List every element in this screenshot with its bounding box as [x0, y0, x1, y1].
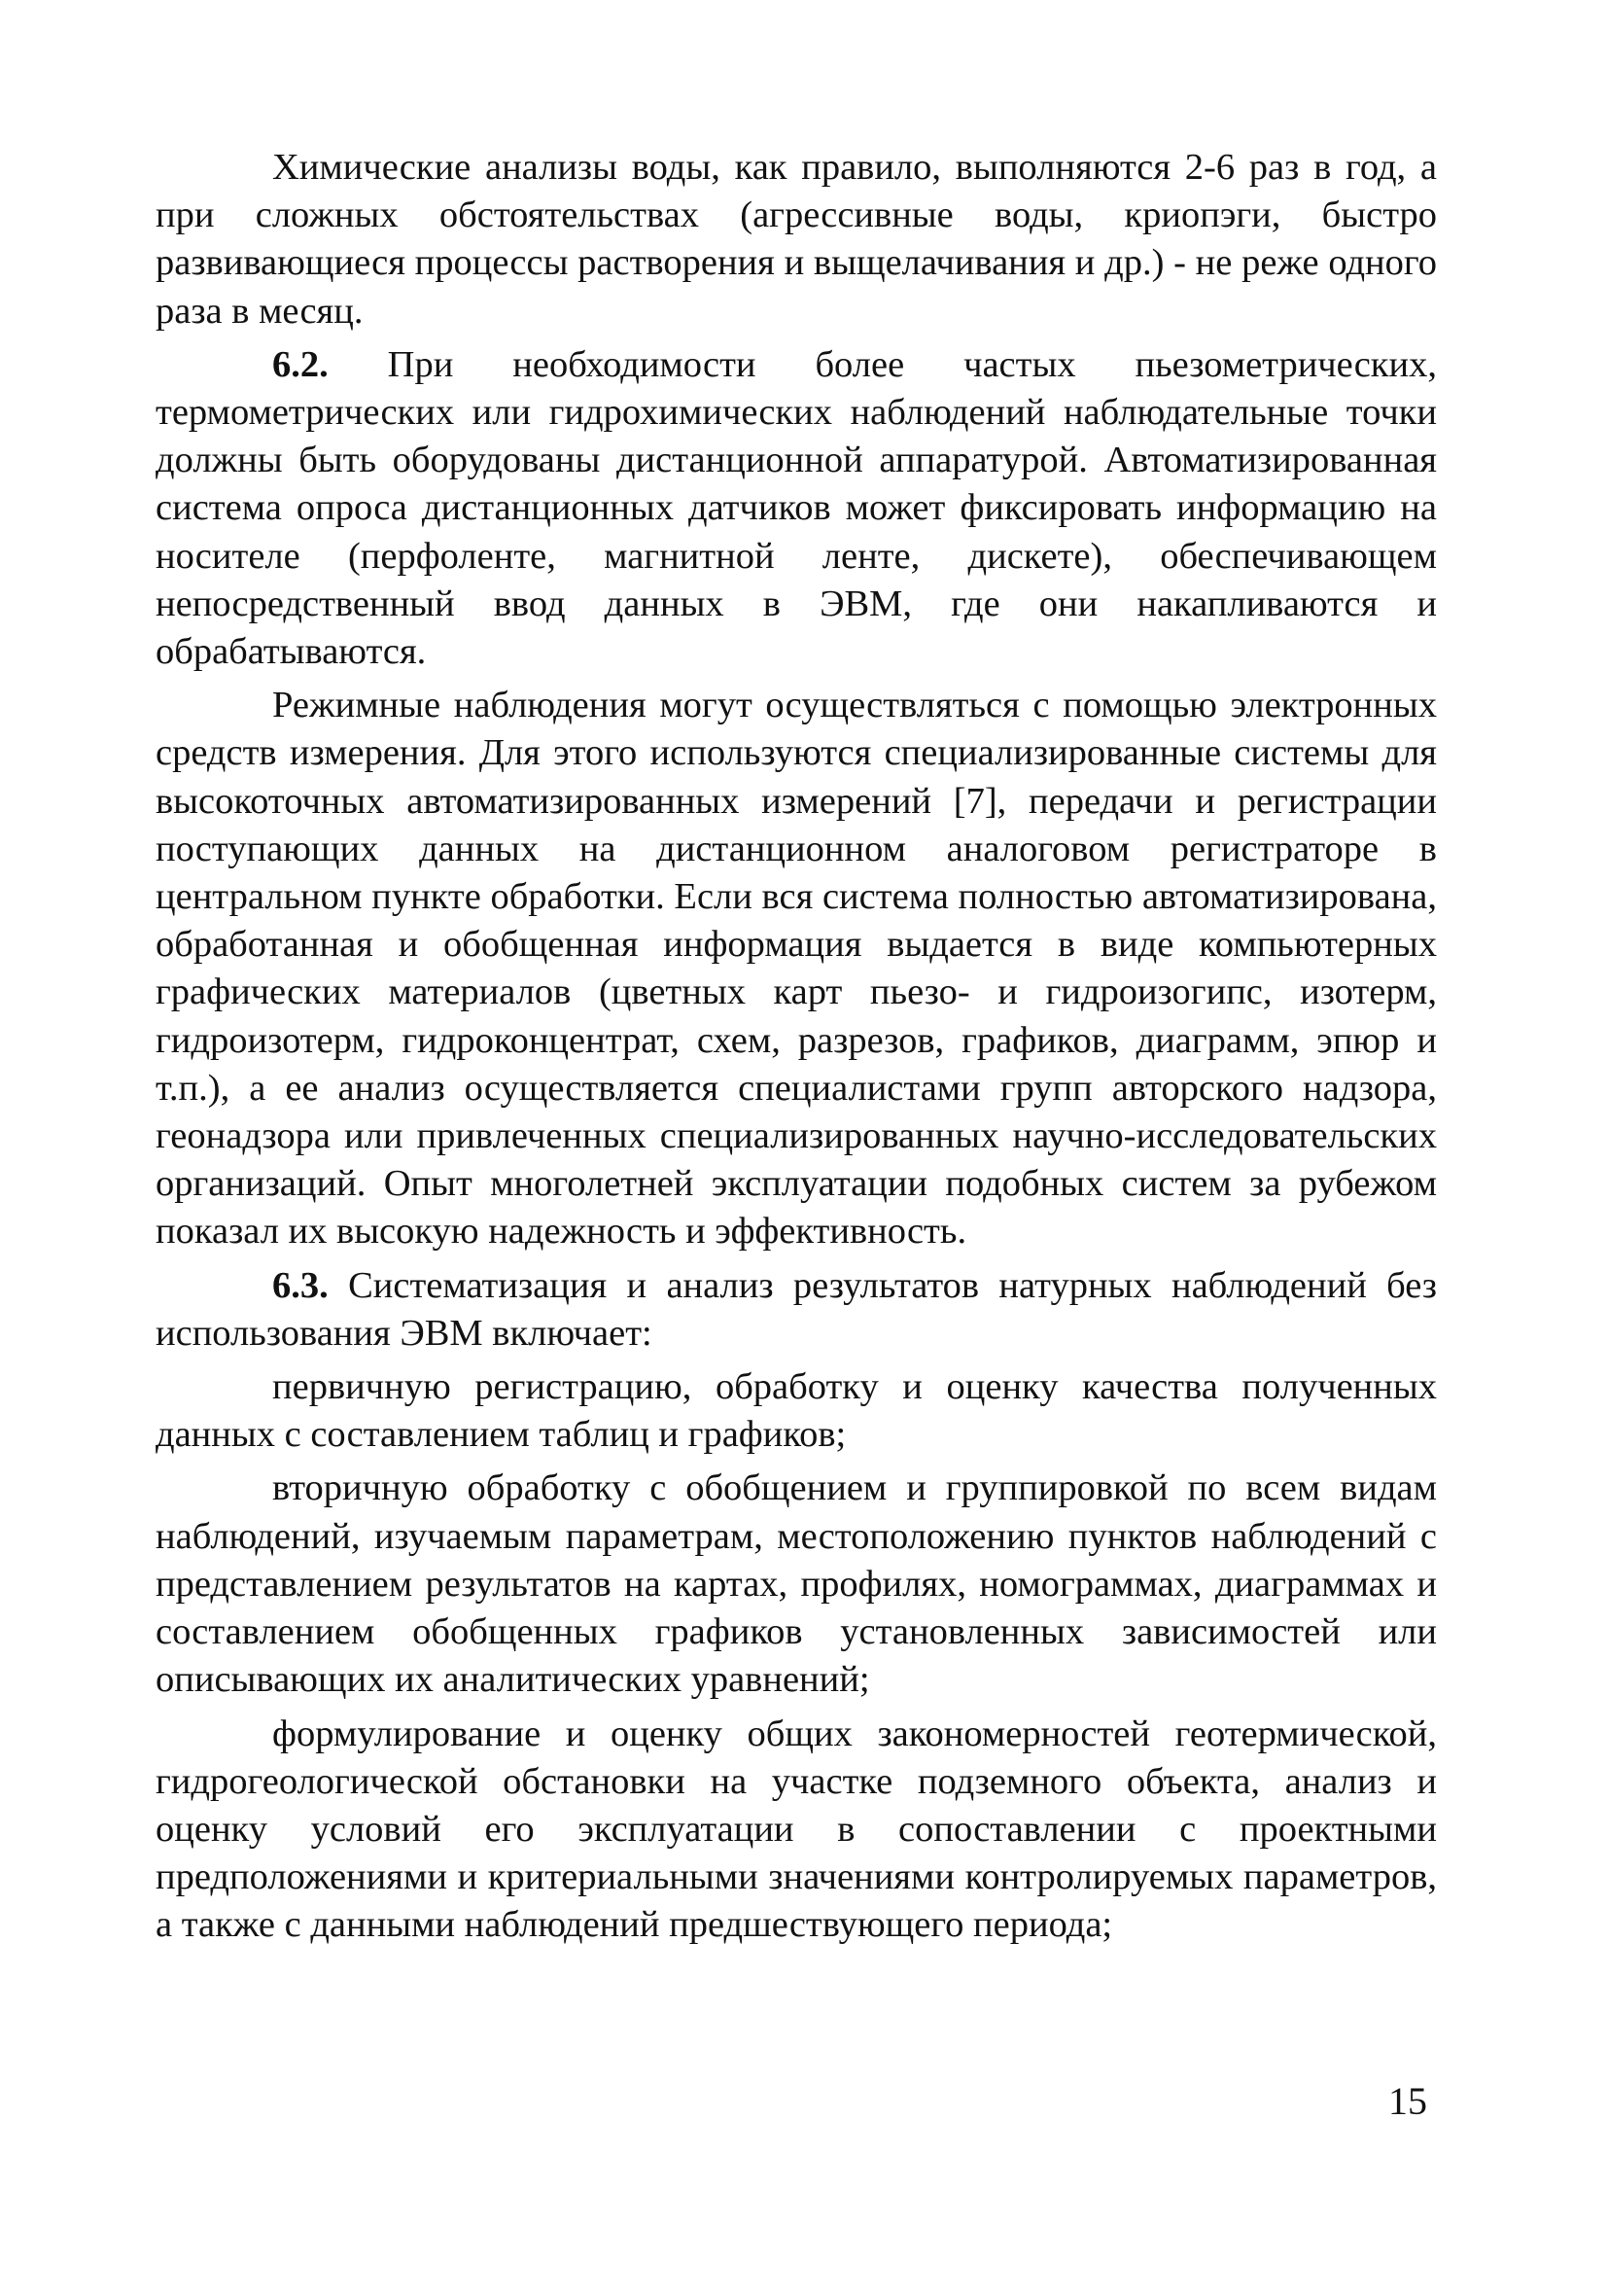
- list-item-secondary-processing: [156, 1465, 1437, 1704]
- paragraph-text: Систематизация и анализ результатов натурных наблюдений без использования ЭВМ включает:: [156, 1264, 1437, 1354]
- paragraph-6-3: [156, 1262, 1437, 1358]
- paragraph-regime-observations: [156, 682, 1437, 1255]
- paragraph-text: При необходимости более частых пьезометрических, термометрических или гидрохимических наблюдений наблюдательные точки должны быть оборудованы дистанционной аппаратурой. Автоматизированная система опроса дистанционных датчиков может фиксировать информацию на носителе (перфоленте, магнитной ленте, дискете), обеспечивающем непосредственный ввод данных в ЭВМ, где они накапливаются и обрабатываются.: [156, 343, 1437, 673]
- paragraph-number: 6.2.: [272, 343, 329, 385]
- page-number: 15: [1388, 2079, 1427, 2123]
- body-text: [156, 144, 1437, 1950]
- paragraph-6-2: [156, 341, 1437, 676]
- paragraph-text: формулирование и оценку общих закономерностей геотермической, гидрогеологической обстановки на участке подземного объекта, анализ и оценку условий его эксплуатации в сопоставлении с проектными предположениями и критериальными значениями контролируемых параметров, а также с данными наблюдений предшествующего периода;: [156, 1713, 1437, 1946]
- paragraph-text: Режимные наблюдения могут осуществляться с помощью электронных средств измерения. Для этого используются специализированные системы для высокоточных автоматизированных измерений [7], передачи и регистрации поступающих данных на дистанционном аналоговом регистраторе в центральном пункте обработки. Если вся система полностью автоматизирована, обработанная и обобщенная информация выдается в виде компьютерных графических материалов (цветных карт пьезо- и гидроизогипс, изотерм, гидроизотерм, гидроконцентрат, схем, разрезов, графиков, диаграмм, эпюр и т.п.), а ее анализ осуществляется специалистами групп авторского надзора, геонадзора или привлеченных специализированных научно-исследовательских организаций. Опыт многолетней эксплуатации подобных систем за рубежом показал их высокую надежность и эффективность.: [156, 685, 1437, 1253]
- list-item-primary-registration: [156, 1363, 1437, 1459]
- paragraph-text: Химические анализы воды, как правило, выполняются 2-6 раз в год, а при сложных обстоятельствах (агрессивные воды, криопэги, быстро развивающиеся процессы растворения и выщелачивания и др.) - не реже одного раза в месяц.: [156, 147, 1437, 332]
- paragraph-number: 6.3.: [272, 1264, 329, 1306]
- paragraph-text: вторичную обработку с обобщением и группировкой по всем видам наблюдений, изучаемым параметрам, местоположению пунктов наблюдений с представлением результатов на картах, профилях, номограммах, диаграммах и составлением обобщенных графиков установленных зависимостей или описывающих их аналитических уравнений;: [156, 1467, 1437, 1701]
- paragraph-chemical-analyses: [156, 144, 1437, 336]
- list-item-formulation: [156, 1711, 1437, 1950]
- paragraph-text: первичную регистрацию, обработку и оценку качества полученных данных с составлением таблиц и графиков;: [156, 1366, 1437, 1456]
